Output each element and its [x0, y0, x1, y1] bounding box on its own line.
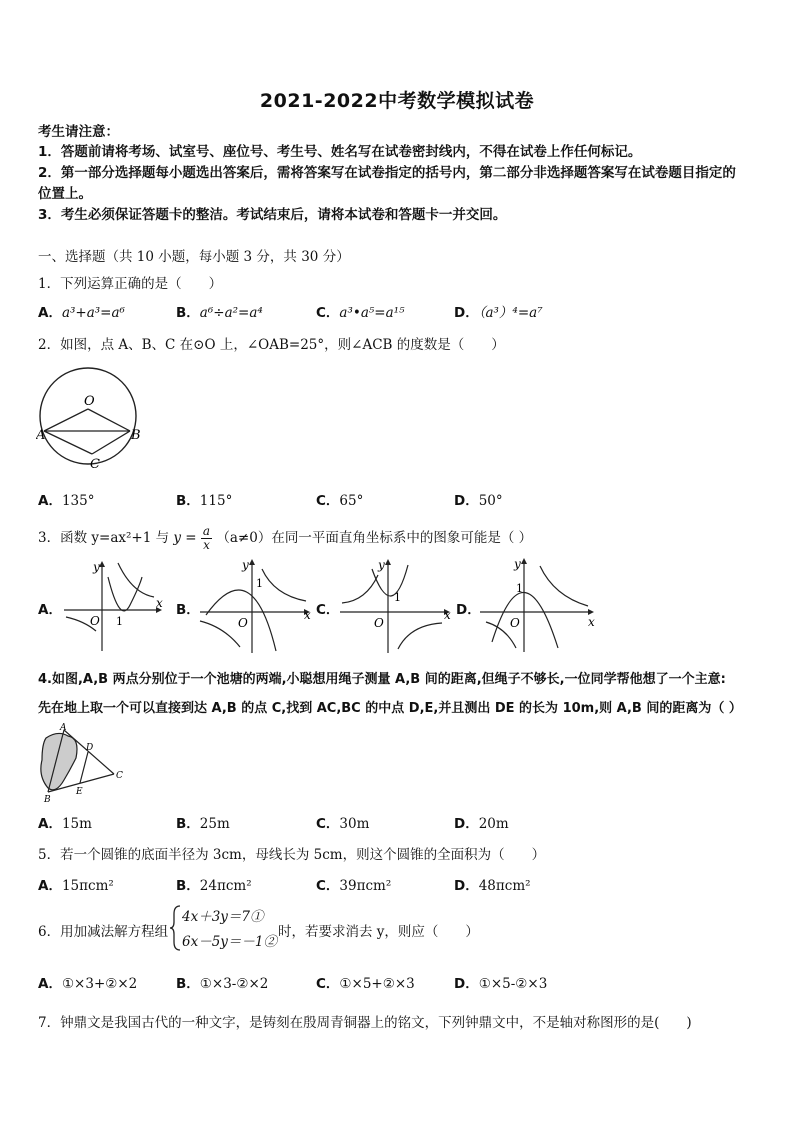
- svg-text:y: y: [242, 558, 249, 572]
- q2-label-b: B: [131, 428, 141, 443]
- page-title: 2021-2022中考数学模拟试卷: [259, 90, 535, 112]
- q2-label-a: A: [36, 428, 46, 443]
- svg-text:y: y: [514, 557, 521, 571]
- q3-option-c-label: C．: [316, 602, 340, 618]
- q6-brace: [168, 904, 182, 952]
- q6-option-b: B．①×3-②×2: [176, 976, 269, 992]
- notice-item-2: 2．第一部分选择题每小题选出答案后，需将答案写在试卷指定的括号内，第二部分非选择题答案写在试卷题目指定的: [38, 165, 736, 181]
- q5-option-d: D．48πcm²: [454, 878, 531, 894]
- svg-text:x: x: [588, 615, 595, 629]
- svg-text:B: B: [44, 795, 51, 805]
- q5-option-c: C．39πcm²: [316, 878, 392, 894]
- svg-text:1: 1: [516, 582, 523, 595]
- svg-text:x: x: [304, 608, 311, 622]
- svg-text:D: D: [86, 743, 94, 753]
- svg-text:x: x: [156, 596, 163, 610]
- q4-stem-line2: 先在地上取一个可以直接到达 A,B 的点 C,找到 AC,BC 的中点 D,E,并且测出 DE 的长为 10m,则 A,B 间的距离为（ ）: [38, 701, 742, 716]
- q3-option-d-label: D．: [456, 602, 481, 618]
- q7-stem: 7．钟鼎文是我国古代的一种文字，是铸刻在殷周青铜器上的铭文，下列钟鼎文中，不是轴对称图形的是( ): [38, 1015, 692, 1031]
- q4-option-a: A．15m: [38, 816, 92, 832]
- q2-option-a: A．135°: [38, 493, 95, 509]
- section-heading: 一、选择题（共 10 小题，每小题 3 分，共 30 分）: [38, 249, 350, 265]
- q3-option-b-label: B．: [176, 602, 200, 618]
- notice-item-2-cont: 位置上。: [38, 186, 92, 202]
- svg-text:O: O: [510, 616, 520, 630]
- q1-stem: 1．下列运算正确的是（ ）: [38, 276, 223, 292]
- q2-option-d: D．50°: [454, 493, 503, 509]
- q3-graph-c: [336, 555, 458, 655]
- q6-equation-1: 4x＋3y＝7①: [182, 909, 264, 925]
- q3-graph-a: [60, 555, 172, 655]
- svg-text:O: O: [238, 616, 248, 630]
- svg-text:O: O: [374, 616, 384, 630]
- svg-text:O: O: [90, 614, 100, 628]
- svg-text:x: x: [444, 608, 451, 622]
- q1-option-d: D．（a³）⁴=a⁷: [454, 305, 543, 321]
- q5-option-a: A．15πcm²: [38, 878, 114, 894]
- notice-heading: 考生请注意：: [38, 124, 119, 140]
- q4-option-c: C．30m: [316, 816, 370, 832]
- q6-option-c: C．①×5+②×3: [316, 976, 415, 992]
- svg-text:E: E: [76, 787, 83, 797]
- q4-option-b: B．25m: [176, 816, 230, 832]
- q1-option-c: C．a³•a⁵=a¹⁵: [316, 305, 405, 321]
- q1-option-a: A．a³+a³=a⁶: [38, 305, 125, 321]
- notice-item-1: 1．答题前请将考场、试室号、座位号、考生号、姓名写在试卷密封线内，不得在试卷上作任何标记。: [38, 144, 642, 160]
- q2-option-c: C．65°: [316, 493, 364, 509]
- svg-text:1: 1: [116, 615, 123, 628]
- svg-text:y: y: [378, 558, 385, 572]
- q4-stem-line1: 4.如图,A,B 两点分别位于一个池塘的两端,小聪想用绳子测量 A,B 间的距离,但绳子不够长,一位同学帮他想了一个主意:: [38, 672, 726, 687]
- svg-text:1: 1: [394, 591, 401, 604]
- q2-option-b: B．115°: [176, 493, 233, 509]
- q2-circle-figure: [36, 362, 144, 472]
- q3-stem: 3．函数 y=ax²+1 与 y = $\frac{a}{x}$ （a≠0）在同一平面直角坐标系中的图象可能是（ ）: [38, 524, 533, 552]
- svg-text:A: A: [60, 723, 67, 733]
- q6-stem-pre: 6．用加减法解方程组: [38, 924, 169, 940]
- svg-text:C: C: [116, 771, 123, 781]
- svg-text:1: 1: [256, 577, 263, 590]
- q6-option-d: D．①×5-②×3: [454, 976, 548, 992]
- q4-option-d: D．20m: [454, 816, 509, 832]
- q4-pond-figure: [34, 722, 130, 806]
- notice-item-3: 3．考生必须保证答题卡的整洁。考试结束后，请将本试卷和答题卡一并交回。: [38, 207, 507, 223]
- q6-stem-post: 时，若要求消去 y，则应（ ）: [278, 924, 479, 940]
- q6-option-a: A．①×3+②×2: [38, 976, 138, 992]
- svg-text:y: y: [93, 560, 100, 574]
- q5-option-b: B．24πcm²: [176, 878, 252, 894]
- q3-graph-b: [196, 555, 318, 655]
- q3-option-a-label: A．: [38, 602, 62, 618]
- q2-label-c: C: [90, 457, 100, 472]
- q2-stem: 2．如图，点 A、B、C 在⊙O 上，∠OAB=25°，则∠ACB 的度数是（ ）: [38, 337, 505, 353]
- q3-graph-d: [476, 552, 602, 656]
- q6-equation-2: 6x－5y＝－1②: [182, 934, 278, 950]
- q1-option-b: B．a⁶÷a²=a⁴: [176, 305, 263, 321]
- q5-stem: 5．若一个圆锥的底面半径为 3cm，母线长为 5cm，则这个圆锥的全面积为（ ）: [38, 847, 546, 863]
- q2-label-o: O: [84, 394, 95, 409]
